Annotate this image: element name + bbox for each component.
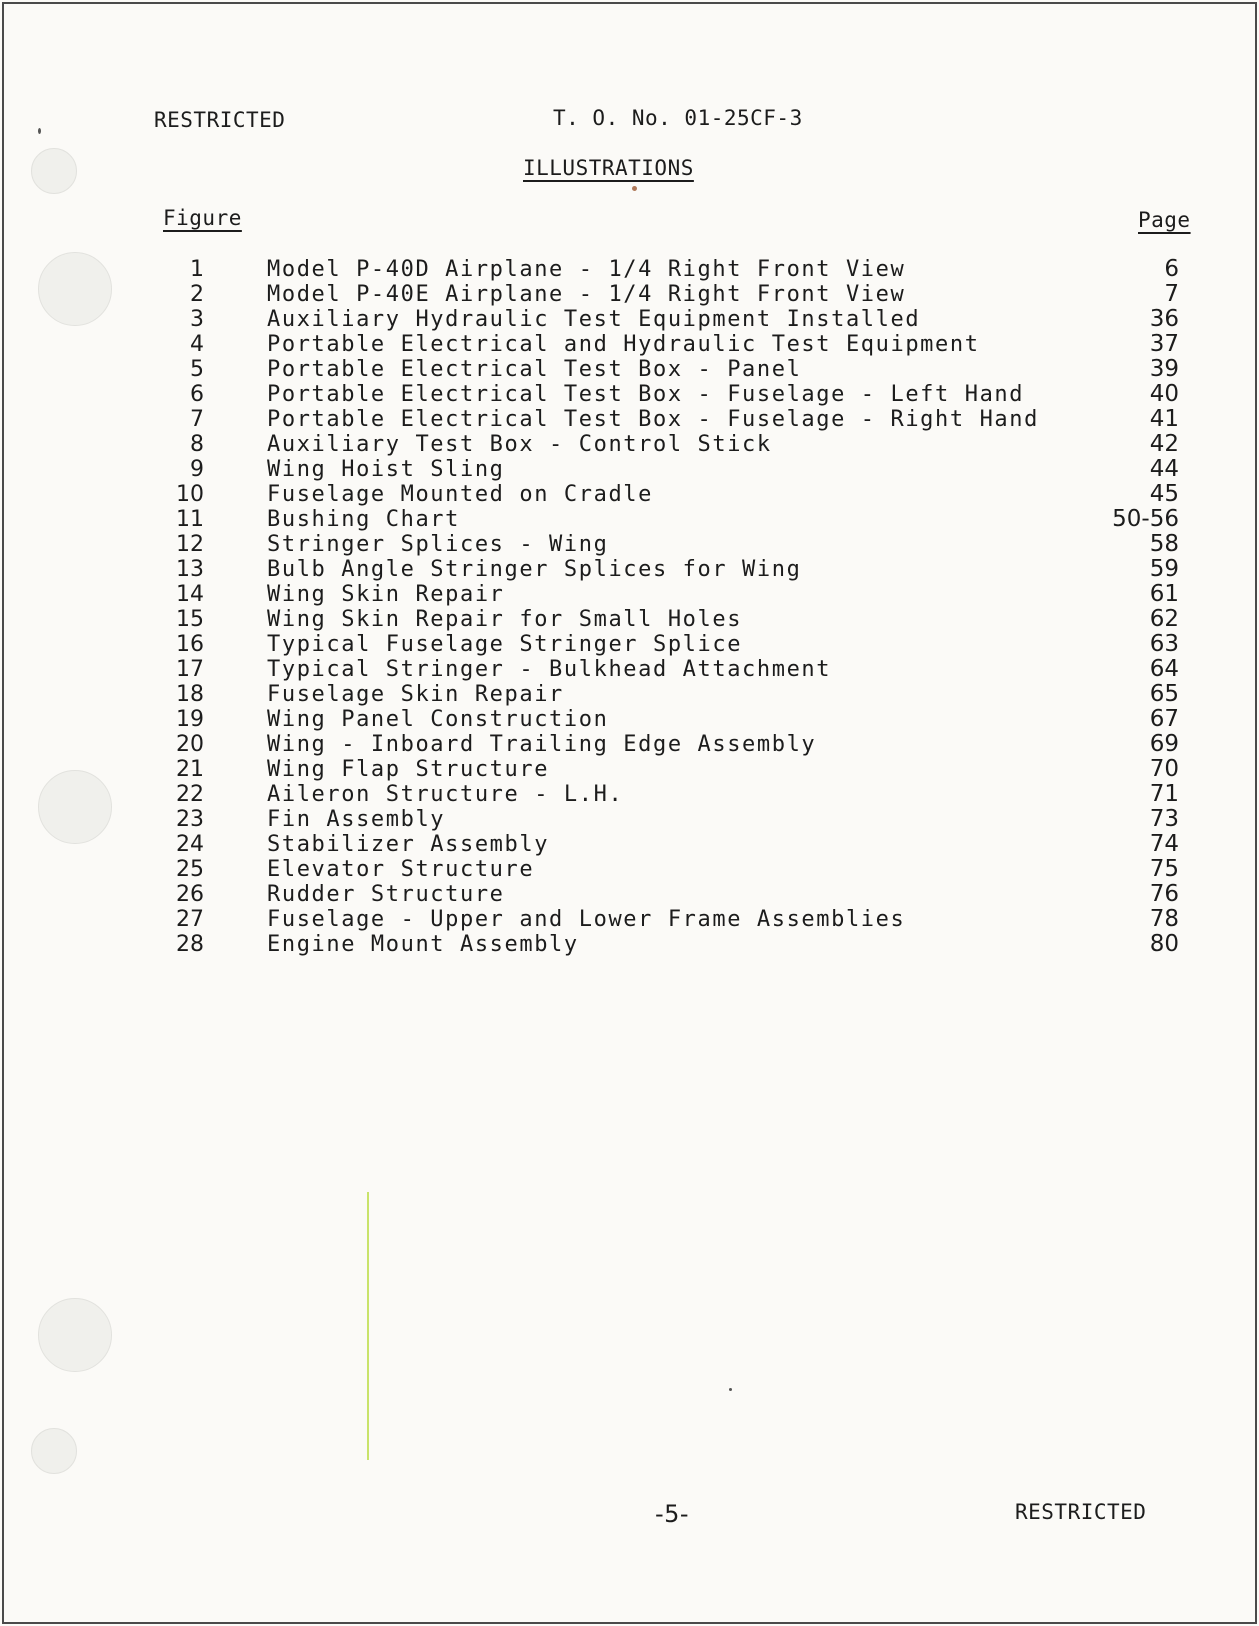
page-number: 75	[1149, 856, 1179, 882]
figure-number: 18	[176, 682, 204, 707]
list-item	[0, 257, 1259, 282]
page-number: 70	[1149, 756, 1179, 782]
page-number: 42	[1149, 431, 1179, 457]
list-item	[0, 382, 1259, 407]
page-number: 71	[1149, 781, 1179, 807]
page-number: 59	[1149, 556, 1179, 582]
page-number: 41	[1149, 406, 1179, 432]
list-item	[0, 782, 1259, 807]
list-item	[0, 857, 1259, 882]
figure-number: 28	[176, 932, 204, 957]
figure-title: Bulb Angle Stringer Splices for Wing	[267, 557, 802, 582]
figure-number: 8	[190, 432, 204, 457]
page-number: 37	[1149, 331, 1179, 357]
ink-speck	[38, 128, 41, 134]
figure-title: Wing Skin Repair for Small Holes	[267, 607, 743, 632]
figure-title: Model P-40D Airplane - 1/4 Right Front View	[267, 257, 906, 282]
list-item	[0, 882, 1259, 907]
list-item	[0, 832, 1259, 857]
figure-title: Aileron Structure - L.H.	[267, 782, 624, 807]
scan-artifact-line	[367, 1192, 369, 1460]
figure-number: 25	[176, 857, 204, 882]
figure-title: Typical Stringer - Bulkhead Attachment	[267, 657, 832, 682]
list-item	[0, 457, 1259, 482]
punch-hole	[38, 1298, 112, 1372]
page-number: 61	[1149, 581, 1179, 607]
figure-title: Wing Flap Structure	[267, 757, 550, 782]
page-number: 78	[1149, 906, 1179, 932]
classification-bottom: RESTRICTED	[1015, 1500, 1147, 1524]
figure-title: Portable Electrical Test Box - Fuselage - Right Hand	[267, 407, 1039, 432]
figure-number: 15	[176, 607, 204, 632]
figure-column-header: Figure	[163, 206, 242, 230]
page-number: 7	[1164, 281, 1179, 307]
figure-number: 21	[176, 757, 204, 782]
list-item	[0, 357, 1259, 382]
figure-title: Fuselage - Upper and Lower Frame Assemblies	[267, 907, 906, 932]
page-number: 62	[1149, 606, 1179, 632]
figure-title: Wing Skin Repair	[267, 582, 505, 607]
figure-number: 11	[176, 507, 204, 532]
page-number: 67	[1149, 706, 1179, 732]
figure-number: 20	[176, 732, 204, 757]
list-item	[0, 582, 1259, 607]
list-item	[0, 482, 1259, 507]
list-item	[0, 657, 1259, 682]
figure-number: 24	[176, 832, 204, 857]
list-item	[0, 332, 1259, 357]
figure-number: 7	[190, 407, 204, 432]
list-item	[0, 432, 1259, 457]
figure-title: Engine Mount Assembly	[267, 932, 579, 957]
figure-number: 4	[190, 332, 204, 357]
figure-number: 12	[176, 532, 204, 557]
figure-title: Elevator Structure	[267, 857, 535, 882]
punch-hole	[31, 1428, 77, 1474]
list-item	[0, 932, 1259, 957]
figure-number: 22	[176, 782, 204, 807]
figure-number: 13	[176, 557, 204, 582]
ink-speck	[729, 1388, 732, 1391]
figure-title: Wing - Inboard Trailing Edge Assembly	[267, 732, 817, 757]
figure-title: Typical Fuselage Stringer Splice	[267, 632, 743, 657]
figure-number: 9	[190, 457, 204, 482]
page-number: 45	[1149, 481, 1179, 507]
figure-title: Portable Electrical Test Box - Panel	[267, 357, 802, 382]
figure-number: 10	[176, 482, 204, 507]
figure-number: 1	[190, 257, 204, 282]
figure-title: Portable Electrical and Hydraulic Test Equipment	[267, 332, 980, 357]
figure-title: Rudder Structure	[267, 882, 505, 907]
page-number: 69	[1149, 731, 1179, 757]
list-item	[0, 307, 1259, 332]
page-number: 39	[1149, 356, 1179, 382]
list-item	[0, 532, 1259, 557]
figure-title: Portable Electrical Test Box - Fuselage - Left Hand	[267, 382, 1025, 407]
list-item	[0, 557, 1259, 582]
figure-title: Fuselage Skin Repair	[267, 682, 564, 707]
footer-page-number: -5-	[655, 1500, 690, 1528]
figure-title: Auxiliary Test Box - Control Stick	[267, 432, 772, 457]
figure-number: 3	[190, 307, 204, 332]
page-number: 73	[1149, 806, 1179, 832]
page-number: 76	[1149, 881, 1179, 907]
list-item	[0, 607, 1259, 632]
figure-title: Wing Hoist Sling	[267, 457, 505, 482]
list-item	[0, 632, 1259, 657]
figure-number: 23	[176, 807, 204, 832]
figure-title: Model P-40E Airplane - 1/4 Right Front View	[267, 282, 906, 307]
figure-number: 17	[176, 657, 204, 682]
list-item	[0, 807, 1259, 832]
classification-top: RESTRICTED	[154, 108, 286, 132]
page-number: 64	[1149, 656, 1179, 682]
figure-number: 19	[176, 707, 204, 732]
figure-number: 16	[176, 632, 204, 657]
page-number: 74	[1149, 831, 1179, 857]
figure-number: 6	[190, 382, 204, 407]
page-column-header: Page	[1138, 208, 1191, 232]
figure-title: Wing Panel Construction	[267, 707, 609, 732]
page-number: 44	[1149, 456, 1179, 482]
list-item	[0, 707, 1259, 732]
figure-number: 14	[176, 582, 204, 607]
figure-title: Stabilizer Assembly	[267, 832, 550, 857]
to-number: T. O. No. 01-25CF-3	[553, 106, 803, 130]
list-item	[0, 407, 1259, 432]
list-item	[0, 507, 1259, 532]
list-item	[0, 732, 1259, 757]
list-item	[0, 682, 1259, 707]
figure-title: Auxiliary Hydraulic Test Equipment Installed	[267, 307, 921, 332]
figure-number: 26	[176, 882, 204, 907]
list-item	[0, 757, 1259, 782]
figure-number: 2	[190, 282, 204, 307]
section-title: ILLUSTRATIONS	[523, 156, 694, 180]
page-number: 65	[1149, 681, 1179, 707]
figure-title: Stringer Splices - Wing	[267, 532, 609, 557]
page-number: 50-56	[1112, 506, 1179, 532]
ink-speck	[632, 186, 637, 191]
figure-title: Fin Assembly	[267, 807, 446, 832]
list-item	[0, 282, 1259, 307]
punch-hole	[31, 148, 77, 194]
page-number: 63	[1149, 631, 1179, 657]
figure-title: Bushing Chart	[267, 507, 460, 532]
figure-title: Fuselage Mounted on Cradle	[267, 482, 653, 507]
figure-number: 5	[190, 357, 204, 382]
list-item	[0, 907, 1259, 932]
page-number: 80	[1149, 931, 1179, 957]
page-number: 36	[1149, 306, 1179, 332]
page-number: 40	[1149, 381, 1179, 407]
page-number: 58	[1149, 531, 1179, 557]
figure-number: 27	[176, 907, 204, 932]
page-number: 6	[1164, 256, 1179, 282]
